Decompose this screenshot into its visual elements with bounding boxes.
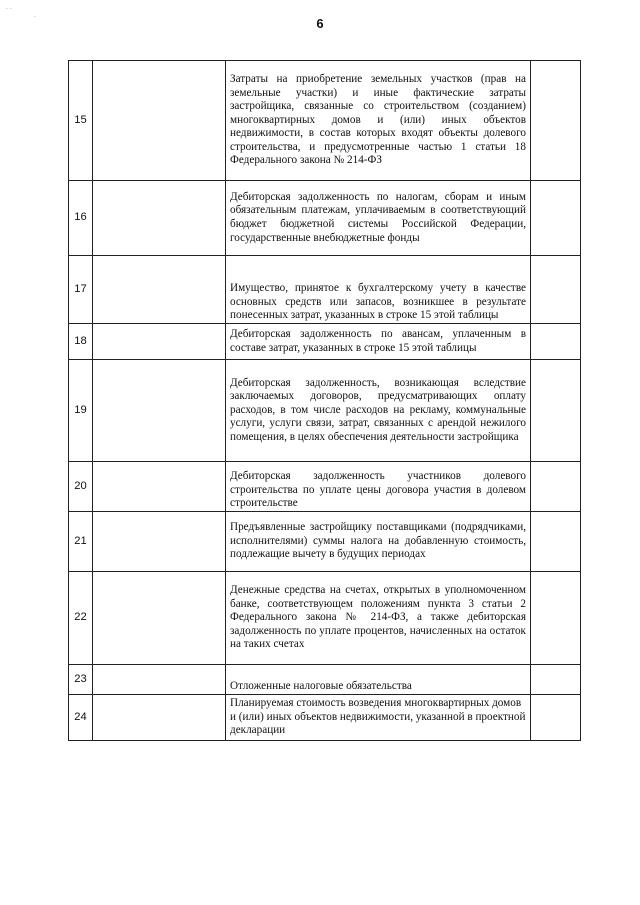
empty-cell — [93, 695, 226, 741]
value-cell — [531, 462, 581, 512]
row-description: Затраты на приобретение земельных участков (прав на земельные участки) и иные фактические затраты застройщика, связанные со строительством (созданием) многоквартирных домов и (или) иных объектов недвижимости, в состав которых входят объекты долевого строительства, и предусмотренные частью 1 статьи 18 Федерального закона № 214-ФЗ — [226, 61, 531, 181]
row-description: Дебиторская задолженность по авансам, уплаченным в составе затрат, указанных в строке 15 этой таблицы — [226, 324, 531, 360]
empty-cell — [93, 61, 226, 181]
table-row — [69, 512, 581, 572]
row-number: 18 — [69, 324, 93, 360]
row-number: 19 — [69, 360, 93, 462]
empty-cell — [93, 572, 226, 665]
row-number: 22 — [69, 572, 93, 665]
row-description: Планируемая стоимость возведения многоквартирных домов и (или) иных объектов недвижимости, указанной в проектной декларации — [226, 695, 531, 741]
value-cell — [531, 181, 581, 256]
empty-cell — [93, 665, 226, 695]
row-number: 15 — [69, 61, 93, 181]
scan-speck-mark: · · — [6, 6, 12, 13]
row-description: Дебиторская задолженность, возникающая вследствие заключаемых договоров, предусматривающих оплату расходов, в том числе расходов на рекламу, коммунальные услуги, услуги связи, затрат, связанных с арендой нежилого помещения, в целях обеспечения деятельности застройщика — [226, 360, 531, 462]
row-number: 20 — [69, 462, 93, 512]
table-row — [69, 324, 581, 360]
value-cell — [531, 572, 581, 665]
row-description: Имущество, принятое к бухгалтерскому учету в качестве основных средств или запасов, возникшее в результате понесенных затрат, указанных в строке 15 этой таблицы — [226, 256, 531, 324]
empty-cell — [93, 324, 226, 360]
empty-cell — [93, 512, 226, 572]
table-row — [69, 61, 581, 181]
row-number: 16 — [69, 181, 93, 256]
row-description: Дебиторская задолженность участников долевого строительства по уплате цены договора участия в долевом строительстве — [226, 462, 531, 512]
value-cell — [531, 512, 581, 572]
page-number: 6 — [316, 16, 324, 31]
row-description: Предъявленные застройщику поставщиками (подрядчиками, исполнителями) суммы налога на добавленную стоимость, подлежащие вычету в будущих периодах — [226, 512, 531, 572]
value-cell — [531, 360, 581, 462]
table-row — [69, 360, 581, 462]
scan-speck-mark: · — [34, 14, 36, 21]
value-cell — [531, 256, 581, 324]
table-row — [69, 572, 581, 665]
row-description: Дебиторская задолженность по налогам, сборам и иным обязательным платежам, уплачиваемым в соответствующий бюджет бюджетной системы Российской Федерации, государственные внебюджетные фонды — [226, 181, 531, 256]
row-number: 24 — [69, 695, 93, 741]
value-cell — [531, 61, 581, 181]
row-number: 23 — [69, 665, 93, 695]
value-cell — [531, 665, 581, 695]
empty-cell — [93, 181, 226, 256]
row-number: 21 — [69, 512, 93, 572]
table-row — [69, 695, 581, 741]
value-cell — [531, 324, 581, 360]
empty-cell — [93, 360, 226, 462]
empty-cell — [93, 462, 226, 512]
table-row — [69, 181, 581, 256]
empty-cell — [93, 256, 226, 324]
value-cell — [531, 695, 581, 741]
table-row — [69, 462, 581, 512]
table-row — [69, 256, 581, 324]
table-row — [69, 665, 581, 695]
row-description: Денежные средства на счетах, открытых в уполномоченном банке, соответствующем положениям пункта 3 статьи 2 Федерального закона № 214-ФЗ, а также дебиторская задолженность по уплате процентов, начисленных на остаток на таких счетах — [226, 572, 531, 665]
row-description: Отложенные налоговые обязательства — [226, 665, 531, 695]
row-number: 17 — [69, 256, 93, 324]
report-table — [68, 60, 581, 741]
